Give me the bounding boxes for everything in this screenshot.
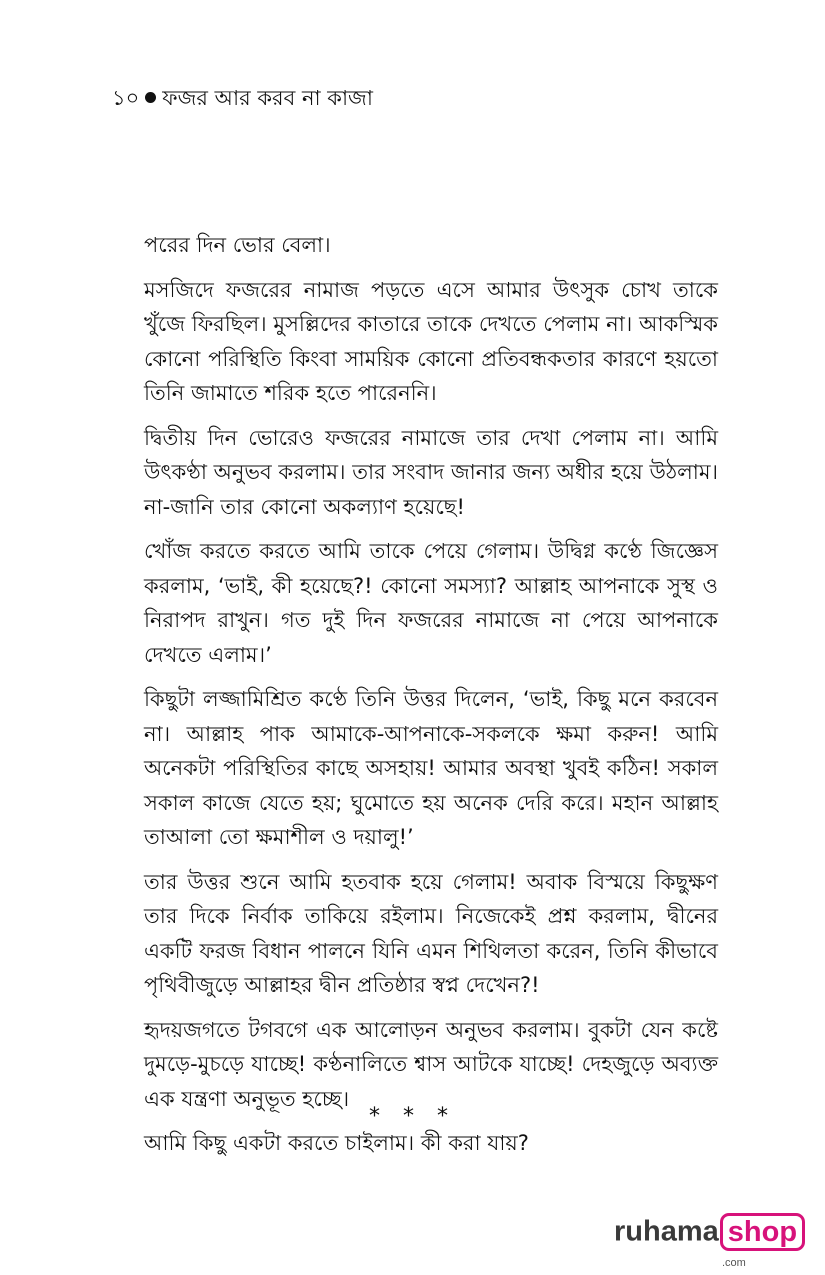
paragraph: মসজিদে ফজরের নামাজ পড়তে এসে আমার উৎসুক চোখ তাকে খুঁজে ফিরছিল। মুসল্লিদের কাতারে তাকে দেখতে পেলাম না। আকস্মিক কোনো পরিস্থিতি কিংবা সাময়িক কোনো প্রতিবন্ধকতার কারণে হয়তো তিনি জামাতে শরিক হতে পারেননি। xyxy=(144,277,718,405)
logo-text-ruhama: ruhama xyxy=(614,1215,719,1248)
paragraph: আমি কিছু একটা করতে চাইলাম। কী করা যায়? xyxy=(144,1131,529,1155)
chapter-body xyxy=(144,228,718,1171)
running-header xyxy=(112,84,373,112)
paragraph: খোঁজ করতে করতে আমি তাকে পেয়ে গেলাম। উদ্বিগ্ন কণ্ঠে জিজ্ঞেস করলাম, ‘ভাই, কী হয়েছে?! কোনো সমস্যা? আল্লাহ আপনাকে সুস্থ ও নিরাপদ রাখুন। গত দুই দিন ফজরের নামাজে না পেয়ে আপনাকে দেখতে এলাম।’ xyxy=(144,539,718,667)
paragraph: কিছুটা লজ্জামিশ্রিত কণ্ঠে তিনি উত্তর দিলেন, ‘ভাই, কিছু মনে করবেন না। আল্লাহ পাক আমাকে-আপনাকে-সকলকে ক্ষমা করুন! আমি অনেকটা পরিস্থিতির কাছে অসহায়! আমার অবস্থা খুবই কঠিন! সকাল সকাল কাজে যেতে হয়; ঘুমোতে হয় অনেক দেরি করে। মহান আল্লাহ তাআলা তো ক্ষমাশীল ও দয়ালু!’ xyxy=(144,687,718,849)
paragraph: হৃদয়জগতে টগবগে এক আলোড়ন অনুভব করলাম। বুকটা যেন কষ্টে দুমড়ে-মুচড়ে যাচ্ছে! কণ্ঠনালিতে শ্বাস আটকে যাচ্ছে! দেহজুড়ে অব্যক্ত এক যন্ত্রণা অনুভূত হচ্ছে। xyxy=(144,1017,718,1111)
paragraph: দ্বিতীয় দিন ভোরেও ফজরের নামাজে তার দেখা পেলাম না। আমি উৎকণ্ঠা অনুভব করলাম। তার সংবাদ জানার জন্য অধীর হয়ে উঠলাম। না-জানি তার কোনো অকল্যাণ হয়েছে! xyxy=(144,425,718,519)
page-number: ১০ xyxy=(112,86,140,110)
section-separator: * * * xyxy=(369,1104,456,1129)
bullet-dot-icon xyxy=(145,92,156,103)
paragraph: তার উত্তর শুনে আমি হতবাক হয়ে গেলাম! অবাক বিস্ময়ে কিছুক্ষণ তার দিকে নির্বাক তাকিয়ে রইলাম। নিজেকেই প্রশ্ন করলাম, দ্বীনের একটি ফরজ বিধান পালনে যিনি এমন শিথিলতা করেন, তিনি কীভাবে পৃথিবীজুড়ে আল্লাহর দ্বীন প্রতিষ্ঠার স্বপ্ন দেখেন?! xyxy=(144,869,718,997)
logo-text-shop: shop xyxy=(720,1213,805,1251)
book-title: ফজর আর করব না কাজা xyxy=(162,86,373,110)
paragraph: পরের দিন ভোর বেলা। xyxy=(144,233,331,257)
ruhamashop-logo xyxy=(614,1213,805,1269)
logo-text-com: .com xyxy=(722,1257,746,1269)
